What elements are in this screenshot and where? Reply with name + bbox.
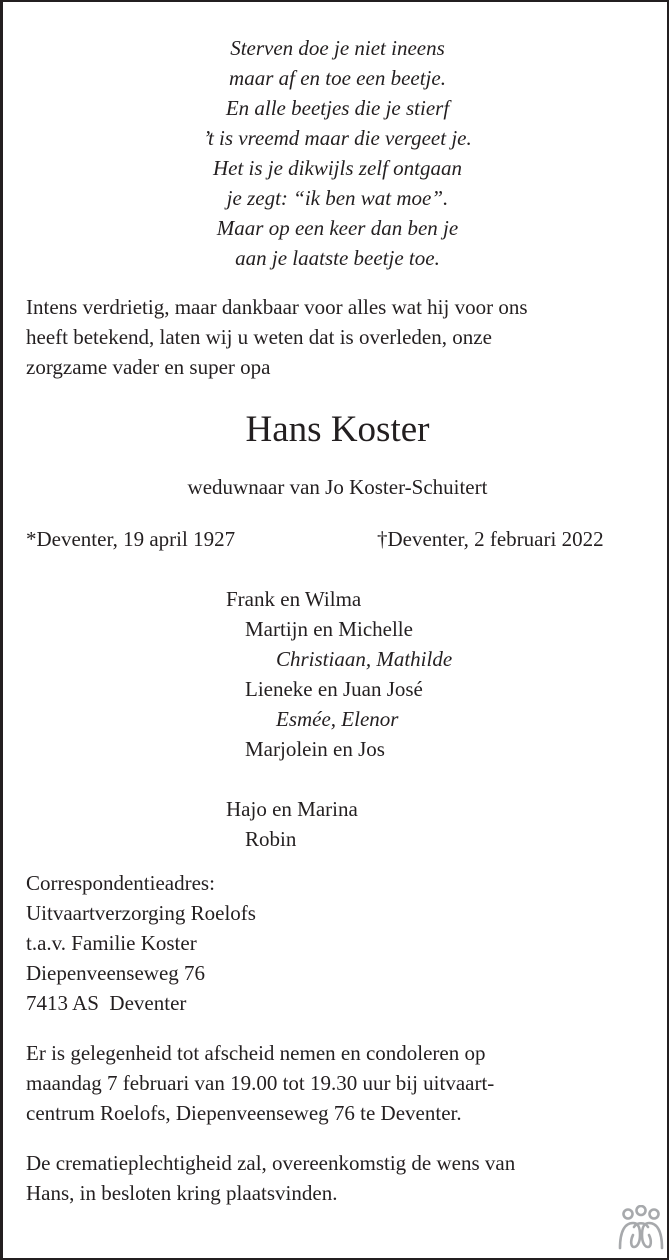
cremation-line: Hans, in besloten kring plaatsvinden. (26, 1181, 338, 1205)
cremation-line: De crematieplechtigheid zal, overeenkomstig de wens van (26, 1151, 516, 1175)
visitation-line: Er is gelegenheid tot afscheid nemen en condoleren op (26, 1041, 486, 1065)
death-info: †Deventer, 2 februari 2022 (377, 527, 604, 551)
visitation-line: centrum Roelofs, Diepenveenseweg 76 te Deventer. (26, 1101, 462, 1125)
family-member: Frank en Wilma (226, 587, 362, 611)
family-people-icon (617, 1205, 665, 1251)
deceased-name: Hans Koster (245, 409, 430, 450)
birth-info: *Deventer, 19 april 1927 (26, 527, 236, 551)
poem-line: Het is je dikwijls zelf ontgaan (212, 156, 463, 180)
family-member: Marjolein en Jos (245, 737, 385, 761)
poem-line: ’t is vreemd maar die vergeet je. (203, 126, 472, 150)
visitation-info (26, 1038, 494, 1128)
address-line: t.a.v. Familie Koster (26, 931, 197, 955)
address-line: Diepenveenseweg 76 (26, 961, 206, 985)
poem-line: Sterven doe je niet ineens (230, 36, 445, 60)
poem-line: maar af en toe een beetje. (229, 66, 446, 90)
family-member: Lieneke en Juan José (245, 677, 423, 701)
family-member: Hajo en Marina (226, 797, 358, 821)
poem-line: aan je laatste beetje toe. (235, 246, 440, 270)
visitation-line: maandag 7 februari van 19.00 tot 19.30 uur bij uitvaart- (26, 1071, 495, 1095)
cremation-info (26, 1148, 515, 1208)
poem (3, 33, 669, 273)
announcement-text (26, 292, 528, 382)
grandchildren: Christiaan, Mathilde (276, 647, 453, 671)
grandchildren: Esmée, Elenor (276, 707, 399, 731)
address-line: Uitvaartverzorging Roelofs (26, 901, 256, 925)
family-member: Martijn en Michelle (245, 617, 413, 641)
poem-line: Maar op een keer dan ben je (216, 216, 459, 240)
poem-line: En alle beetjes die je stierf (225, 96, 450, 120)
announcement-line: heeft betekend, laten wij u weten dat is overleden, onze (26, 325, 492, 349)
correspondence-address (26, 868, 256, 1018)
announcement-line: zorgzame vader en super opa (26, 355, 271, 379)
widower-of: weduwnaar van Jo Koster-Schuitert (187, 475, 488, 499)
address-line: 7413 AS Deventer (26, 991, 187, 1015)
announcement-line: Intens verdrietig, maar dankbaar voor alles wat hij voor ons (26, 295, 528, 319)
poem-line: je zegt: “ik ben wat moe”. (226, 186, 449, 210)
family-member: Robin (245, 827, 297, 851)
address-line: Correspondentieadres: (26, 871, 215, 895)
